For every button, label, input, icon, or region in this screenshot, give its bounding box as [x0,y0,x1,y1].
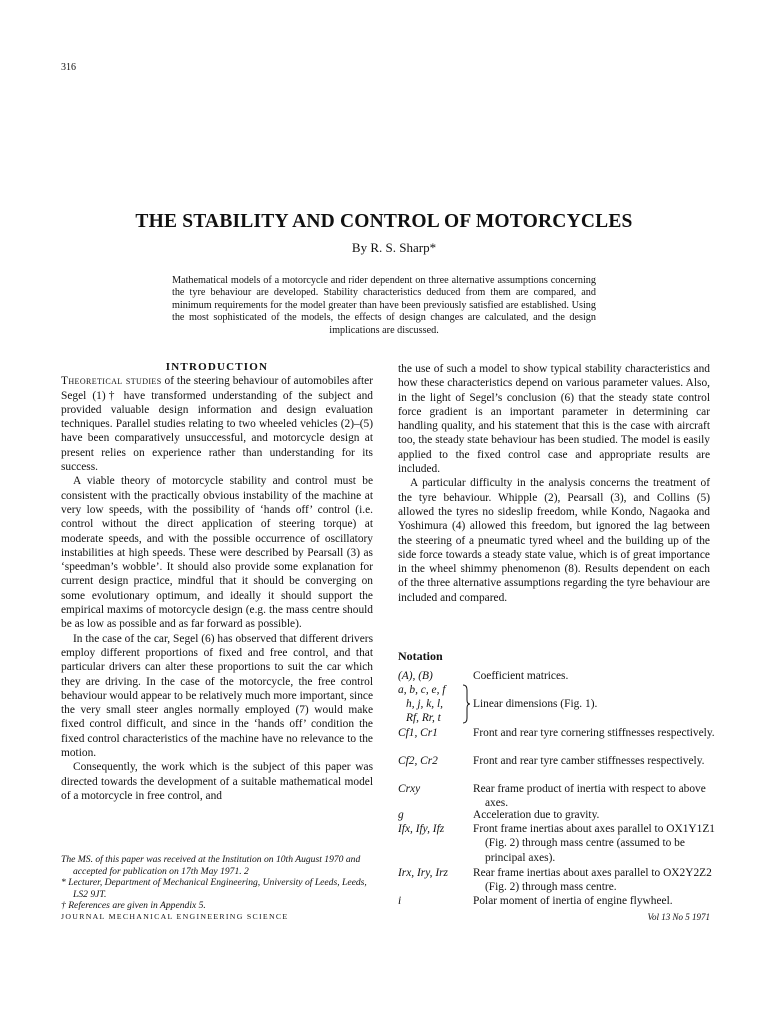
volume-info: Vol 13 No 5 1971 [647,912,710,922]
page-number: 316 [61,62,76,73]
brace-icon [461,684,471,724]
paragraph: A viable theory of motorcycle stability and control must be consistent with the practically obvious instability of the machine at very low speeds, with the possibility of ‘hands off’ control (i.e. control without the direct application of steering torque) at moderate speeds, and with the possible occurrence of oscillatory instabilities at high speeds. These were described by Pearsall (3) as ‘speedman’s wobble’. It should also provide some explanation for current design practice, mindful that it should be converging on some evolutionary optimum, and ideally it should support the empirical maxims of motorcycle design (e.g. the mass centre should be as low as possible and as far forward as possible). [61,475,373,631]
byline: By R. S. Sharp* [351,240,437,255]
paragraph: A particular difficulty in the analysis concerns the treatment of the tyre behaviour. Whipple (2), Pearsall (3), and Collins (5) allowed the tyres no sideslip freedom, while Kondo, Nagaoka and Yoshimura (4) allowed this freedom, but ignored the lag between the steering of a pneumatic tyred wheel and the building up of the side force towards a steady state value, which is of great importance in the wheel shimmy phenomenon (8). Results dependent on each of the three alternative assumptions regarding the tyre behaviour are included and compared. [398,477,710,604]
footnote: The MS. of this paper was received at the Institution on 10th August 1970 and accepted for publication on 17th May 1971. 2 [61,854,361,877]
notation-definition: Linear dimensions (Fig. 1). [473,698,598,710]
notation-definition: Front and rear tyre camber stiffnesses respectively. [473,755,705,767]
notation-definition: Rear frame product of inertia with respect to above axes. [473,783,706,810]
notation-symbol: i [398,895,402,907]
notation-definition: Rear frame inertias about axes parallel to OX2Y2Z2 (Fig. 2) through mass centre. [473,867,712,894]
paragraph: the use of such a model to show typical stability characteristics and how these characteristics depend on various parameter values. Also, in the light of Segel’s conclusion (6) that the steady state control force gradient is an important parameter in determining car handling quality, and his statement that this is the case with aircraft too, the steady state behaviour has been studied. The model is easily applied to the fixed control case and appropriate results are included. [398,363,710,476]
notation-symbol: g [398,809,404,821]
abstract: Mathematical models of a motorcycle and rider dependent on three alternative assumptions concerning the tyre behaviour are developed. Stability characteristics deduced from them are compared, and minimum requirements for the model greater than have been previously satisfied are established. Using the most sophisticated of the models, the effects of design changes are calculated, and the design implications are discussed. [172,275,596,336]
paragraph: In the case of the car, Segel (6) has observed that different drivers employ different proportions of fixed and free control, and that particular drivers can alter these proportions to suit the car which they are driving. In the case of the motorcycle, the free control behaviour would appear to be relatively much more important, since the very small steer angles normally employed (7) would make fixed control difficult, and since in the ‘hands off’ condition the fixed control characteristics of the machine have no relevance to the motion. [61,632,373,760]
notation-symbol: Cf1, Cr1 [398,727,438,739]
journal-name: JOURNAL MECHANICAL ENGINEERING SCIENCE [61,912,289,921]
footnote: * Lecturer, Department of Mechanical Engineering, University of Leeds, Leeds, LS2 9JT. [61,877,367,900]
right-column [398,362,710,605]
notation-definition: Front and rear tyre cornering stiffnesses respectively. [473,727,715,739]
notation-symbol: a, b, c, e, f [398,684,446,696]
footnotes [61,854,373,912]
paper-title: THE STABILITY AND CONTROL OF MOTORCYCLES [135,211,633,232]
notation-definition: Acceleration due to gravity. [473,809,600,821]
section-heading: INTRODUCTION [165,361,269,373]
notation-symbol: Crxy [398,783,421,795]
notation-symbol: Cf2, Cr2 [398,755,438,767]
footnote: † References are given in Appendix 5. [61,900,206,911]
notation-symbol: Ifx, Ify, Ifz [398,823,445,835]
paragraph: Consequently, the work which is the subject of this paper was directed towards the development of a suitable mathematical model of a motorcycle in free control, and [61,761,373,802]
notation-definition: Coefficient matrices. [473,670,569,682]
notation-definition: Polar moment of inertia of engine flywheel. [473,895,673,907]
left-column [61,360,373,803]
paragraph-text: of the steering behaviour of automobiles after Segel (1)† have transformed understanding of the subject and provided valuable design information and design evaluation techniques. Parallel studies relating to two wheeled vehicles (2)–(5) have been comparatively unsuccessful, and motorcycle design at present relies on experience rather than understanding for its success. [61,375,373,474]
notation-symbol: h, j, k, l, [406,698,444,710]
notation-symbol: (A), (B) [398,670,433,682]
notation-symbol: Irx, Iry, Irz [398,867,448,879]
notation-definition: Front frame inertias about axes parallel to OX1Y1Z1 (Fig. 2) through mass centre (assumed to be principal axes). [473,823,715,864]
lead-smallcaps: Theoretical studies [61,375,162,388]
notation-heading: Notation [398,649,443,663]
paragraph [61,374,373,474]
notation-symbol: Rf, Rr, t [406,712,441,724]
